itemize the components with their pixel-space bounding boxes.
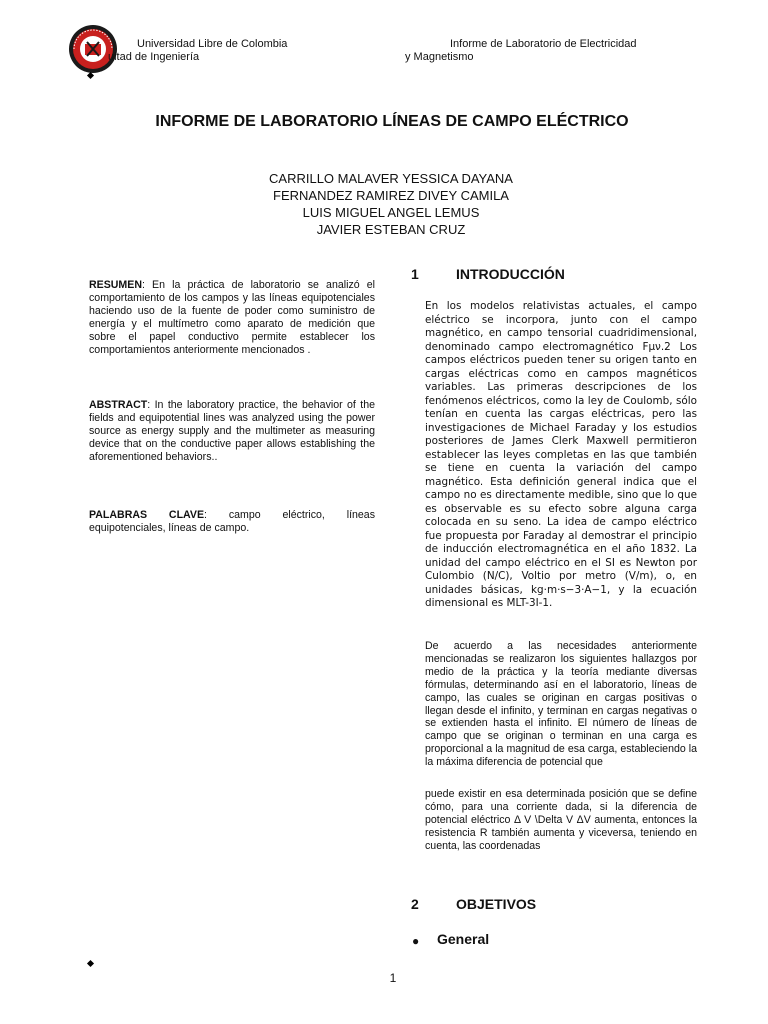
page-number: 1 [389,971,397,985]
abstract-label: ABSTRACT [89,399,148,411]
section-2-title: OBJETIVOS [456,896,537,912]
author-name: FERNANDEZ RAMIREZ DIVEY CAMILA [273,188,509,203]
section-2-number: 2 [411,896,419,912]
author-name: JAVIER ESTEBAN CRUZ [316,222,466,237]
document-title: INFORME DE LABORATORIO LÍNEAS DE CAMPO ELÉCTRICO [155,113,629,130]
objective-general-heading: General [437,931,490,947]
header-university: Universidad Libre de Colombia [137,38,288,50]
university-logo [68,24,118,74]
resumen-label: RESUMEN [89,279,142,291]
abstract-paragraph [89,399,375,464]
keywords-paragraph [89,509,375,535]
introduction-paragraph-1: En los modelos relativistas actuales, el campo eléctrico se incorpora, junto con el campo magnético, en campo tensorial cuadridimensional, denominado campo electromagnético Fμν.2 Los campos eléctricos pueden tener su origen tanto en cargas eléctricas como en campos magnéticos variables. Las primeras descripciones de los fenómenos eléctricos, como la ley de Coulomb, sólo tenían en cuenta las cargas eléctricas, pero las investigaciones de Michael Faraday y los estudios posteriores de James Clerk Maxwell permitieron establecer las leyes completas en las que también se tiene en cuenta la variación del campo magnético. Esta definición general indica que el campo no es directamente medible, sino que lo que es observable es su efecto sobre alguna carga colocada en su seno. La idea de campo eléctrico fue propuesta por Faraday al demostrar el principio de inducción electromagnética en el año 1832. La unidad del campo eléctrico en el SI es Newton por Culombio (N/C), Voltio por metro (V/m), o, en unidades básicas, kg·m·s−3·A−1, y la ecuación dimensional es MLT-3I-1. [425,300,697,609]
header-faculty: ultad de Ingeniería [108,51,200,63]
resumen-text: : En la práctica de laboratorio se analizó el comportamiento de los campos y las líneas equipotenciales haciendo uso de la fuente de poder como suministro de energía y el multímetro como aparato de medición que sobre el papel conductivo permite establecer los comportamientos anteriormente mencionados . [89,279,375,356]
abstract-text: : In the laboratory practice, the behavior of the fields and equipotential lines was analyzed using the power source as energy supply and the multimeter as measuring device that on the conductive paper allows establishing the aforementioned behaviors.. [89,399,375,463]
keywords-text: : campo eléctrico, líneas equipotenciales, líneas de campo. [89,509,375,534]
introduction-paragraph-2: De acuerdo a las necesidades anteriormente mencionadas se realizaron los siguientes hallazgos por medio de la práctica y la teoría mediante diversas fórmulas, determinando así en el laboratorio, líneas de campo, las cuales se originan en cargas positivas o llegan desde el infinito, y terminan en cargas negativas o se extienden hasta el infinito. El número de líneas de campo que se originan o terminan en una carga es proporcional a la magnitud de esa carga, estableciendo la la máxima diferencia de potencial que [425,640,697,769]
keywords-label: PALABRAS CLAVE [89,509,205,521]
author-name: CARRILLO MALAVER YESSICA DAYANA [269,171,513,186]
section-1-number: 1 [411,266,419,282]
introduction-paragraph-3: puede existir en esa determinada posición que se define cómo, para una corriente dada, si la diferencia de potencial eléctrico Δ V \Delta V ΔV aumenta, entonces la resistencia R también aumenta y viceversa, teniendo en cuenta, las coordenadas [425,788,697,852]
header-report-line1: Informe de Laboratorio de Electricidad [450,38,637,50]
author-name: LUIS MIGUEL ANGEL LEMUS [302,205,480,220]
section-1-title: INTRODUCCIÓN [456,266,565,282]
authors-block [0,170,768,238]
footer-bullet-mark [87,960,94,967]
header-report-line2: y Magnetismo [405,51,474,63]
bullet-icon: ● [412,934,420,948]
resumen-paragraph [89,279,375,356]
